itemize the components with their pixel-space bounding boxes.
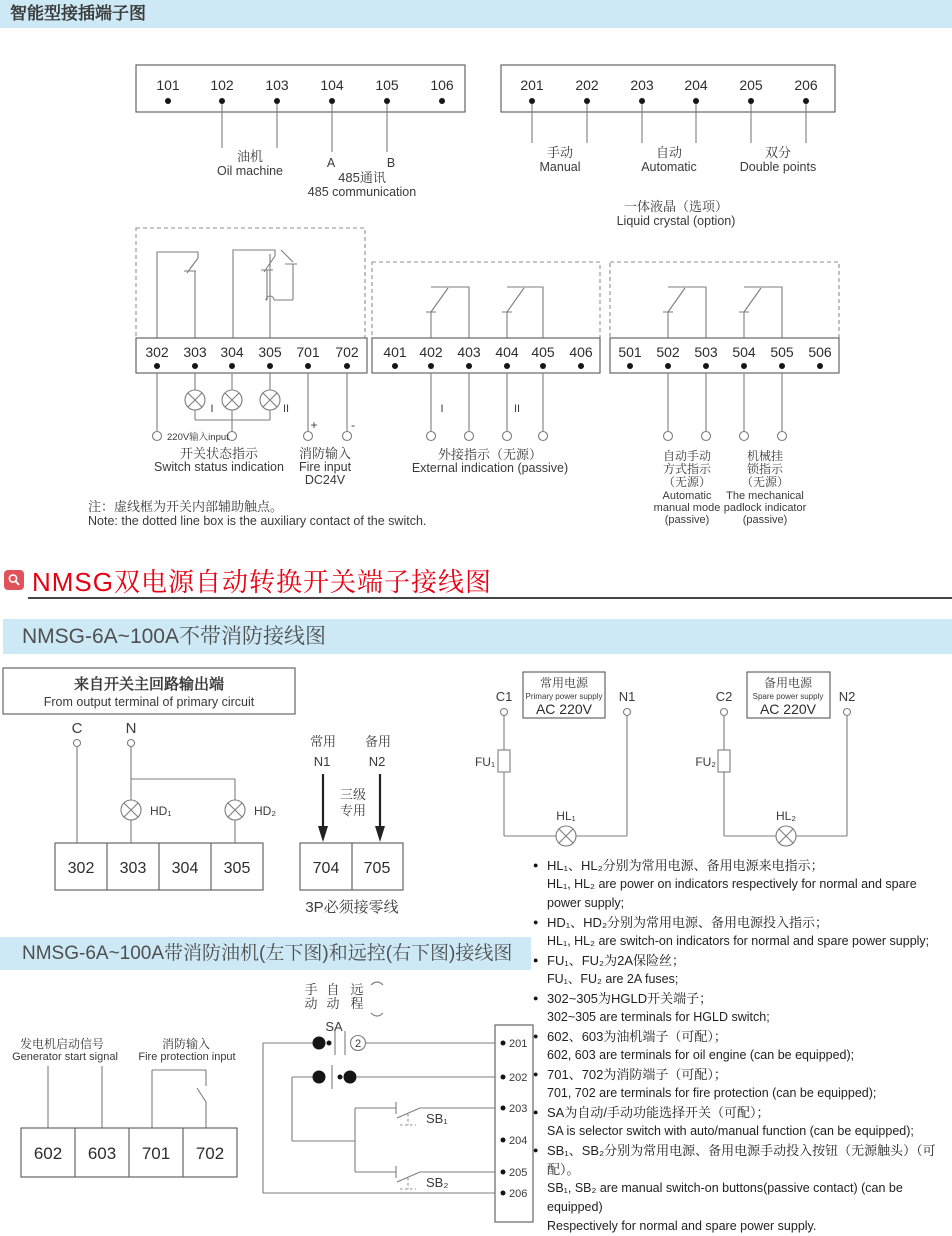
terminal-701: 701 — [141, 1144, 171, 1163]
sel-auto-char1: 自 — [326, 982, 340, 997]
list-item — [533, 1141, 952, 1236]
n2-terminal-circle — [844, 709, 851, 716]
psu2-voltage: AC 220V — [759, 701, 817, 717]
terminal-strip-201-206 — [501, 65, 835, 228]
fire-remote-wiring-diagram — [0, 972, 535, 1235]
sel-auto-char2: 动 — [326, 996, 340, 1011]
terminal-201: 201 — [520, 77, 544, 93]
fire-protection-label-en: Fire protection input — [138, 1051, 236, 1063]
aux-contact-box-2 — [372, 262, 600, 475]
padlock-label-en3: (passive) — [742, 514, 788, 526]
terminal-105: 105 — [375, 77, 399, 93]
double-label-zh: 双分 — [764, 145, 792, 160]
note-en: 701, 702 are terminals for fire protection (can be equipped); — [547, 1086, 877, 1100]
wiring — [48, 1066, 206, 1128]
output-terminal-circle — [503, 432, 512, 441]
three-pole-label-2: 专用 — [339, 803, 367, 818]
selector-wiring — [263, 1031, 495, 1193]
hl1-label: HL₁ — [556, 809, 576, 823]
comm-label-en: 485 communication — [307, 185, 417, 199]
output-terminal-circle — [664, 432, 673, 441]
list-item — [533, 1065, 952, 1103]
terminal-104: 104 — [320, 77, 344, 93]
comm-label-zh: 485通讯 — [338, 170, 386, 185]
roman-i-label: I — [440, 403, 444, 415]
terminal-406: 406 — [569, 344, 593, 360]
terminal-201: 201 — [509, 1038, 528, 1050]
contact-symbols — [663, 287, 782, 338]
psu1-label-en: Primary power supply — [525, 692, 603, 701]
note-en: FU₁、FU₂ are 2A fuses; — [547, 972, 679, 986]
spare-label-zh: 备用 — [364, 734, 392, 749]
terminal-205: 205 — [739, 77, 763, 93]
hl2-label: HL₂ — [776, 809, 796, 823]
position-dot-small — [338, 1075, 343, 1080]
sb2-contact — [355, 1166, 495, 1182]
terminal-701: 701 — [296, 344, 320, 360]
note-text-en: Note: the dotted line box is the auxiliary contact of the switch. — [88, 514, 427, 528]
page-title: 智能型接插端子图 — [10, 4, 146, 23]
sel-manual-char1: 手 — [304, 982, 318, 997]
psu2-label-en: Spare power supply — [752, 692, 824, 701]
psu1-label-zh: 常用电源 — [539, 676, 589, 690]
arrow-head — [318, 826, 328, 842]
psu2-label-zh: 备用电源 — [763, 676, 813, 690]
auto-label-en: Automatic — [641, 160, 697, 174]
oil-machine-label-zh: 油机 — [236, 149, 264, 164]
terminal-505: 505 — [770, 344, 794, 360]
fire-input-label-zh: 消防输入 — [298, 446, 352, 461]
fuse-symbol-fu2 — [718, 750, 730, 772]
hd-lamp-symbols — [121, 800, 245, 820]
bullet-icon: ● — [533, 1107, 539, 1117]
sa-label: SA — [325, 1019, 343, 1034]
note-en: 302~305 are terminals for HGLD switch; — [547, 1010, 770, 1024]
spare-power-circuit — [695, 672, 855, 846]
minus-sign: - — [351, 418, 355, 432]
lead-lines — [532, 104, 806, 143]
auto-manual-label-en1: Automatic — [662, 490, 712, 502]
double-label-en: Double points — [739, 160, 817, 174]
section-bar-no-fire — [3, 619, 952, 654]
sa-selector-switch — [263, 982, 495, 1193]
primary-power-circuit — [475, 672, 635, 846]
input-terminal-circle — [343, 432, 352, 441]
padlock-label-zh1: 机械挂 — [746, 449, 784, 463]
auto-label-zh: 自动 — [655, 145, 683, 160]
output-terminal-circle — [427, 432, 436, 441]
terminal-dots — [165, 98, 445, 104]
terminal-101: 101 — [156, 77, 180, 93]
n2-label: N2 — [368, 754, 386, 769]
terminal-206: 206 — [509, 1188, 528, 1200]
padlock-label-en1: The mechanical — [726, 490, 804, 502]
v220-input-label: 220V输入input — [167, 432, 229, 443]
position-dot-large — [313, 1071, 326, 1084]
note-text-zh: 注：虚线框为开关内部辅助触点。 — [88, 499, 284, 514]
terminal-304: 304 — [220, 344, 244, 360]
aux-contact-box-1 — [136, 228, 367, 487]
input-terminal-circle — [304, 432, 313, 441]
fire-input-label-en: Fire input — [298, 460, 352, 474]
plus-sign: + — [310, 418, 318, 432]
switch-status-label-zh: 开关状态指示 — [179, 446, 259, 461]
n-terminal-circle — [128, 740, 135, 747]
n1-label: N1 — [618, 689, 636, 704]
terminal-504: 504 — [732, 344, 756, 360]
manual-label-zh: 手动 — [546, 145, 574, 160]
auto-manual-label-zh1: 自动手动 — [662, 449, 712, 463]
source-box-label-en: From output terminal of primary circuit — [43, 695, 255, 709]
hd2-label: HD₂ — [254, 804, 276, 818]
list-item — [533, 1027, 952, 1065]
terminal-202: 202 — [575, 77, 599, 93]
input-terminal-circle — [228, 432, 237, 441]
list-item — [533, 951, 952, 989]
terminal-203: 203 — [630, 77, 654, 93]
remote-position-number: 2 — [354, 1038, 362, 1050]
lead-lines — [222, 104, 387, 152]
fu1-label: FU₁ — [474, 755, 495, 769]
roman-ii-label: II — [282, 403, 290, 415]
output-terminal-circle — [465, 432, 474, 441]
n1-terminal-circle — [624, 709, 631, 716]
terminal-strip-101-106 — [136, 65, 465, 199]
contact-symbols — [426, 287, 543, 338]
terminal-303: 303 — [119, 860, 147, 877]
terminal-206: 206 — [794, 77, 818, 93]
output-terminal-circle — [778, 432, 787, 441]
note-zh: 302~305为HGLD开关端子； — [547, 991, 713, 1006]
note-en: HL₁, HL₂ are power on indicators respectively for normal and spare power supply; — [547, 877, 917, 910]
terminal-404: 404 — [495, 344, 519, 360]
position-dot-large — [344, 1071, 357, 1084]
terminal-402: 402 — [419, 344, 443, 360]
c1-terminal-circle — [501, 709, 508, 716]
list-item — [533, 913, 952, 951]
auto-manual-label-en3: (passive) — [664, 514, 710, 526]
generator-label-zh: 发电机启动信号 — [19, 1037, 105, 1051]
output-terminal-circle — [740, 432, 749, 441]
hl2-lamp-symbol — [776, 826, 796, 846]
manual-label-en: Manual — [539, 160, 581, 174]
bullet-icon: ● — [533, 860, 539, 870]
terminal-202: 202 — [509, 1072, 528, 1084]
hl1-lamp-symbol — [556, 826, 576, 846]
lcd-label-en: Liquid crystal (option) — [616, 214, 736, 228]
roman-i-label: I — [210, 403, 214, 415]
phase-c-label: C — [71, 720, 83, 737]
source-box-label-zh: 来自开关主回路输出端 — [73, 676, 225, 693]
terminal-305: 305 — [258, 344, 282, 360]
contact-cluster-a — [157, 252, 198, 338]
terminal-203: 203 — [509, 1103, 528, 1115]
list-item — [533, 989, 952, 1027]
section-bar-with-fire — [0, 937, 531, 970]
output-terminal-circle — [702, 432, 711, 441]
bullet-icon: ● — [533, 955, 539, 965]
terminal-dots — [529, 98, 809, 104]
sel-manual-char2: 动 — [304, 996, 318, 1011]
list-item — [533, 1103, 952, 1141]
n1-label: N1 — [313, 754, 331, 769]
fu2-label: FU₂ — [695, 755, 716, 769]
lead-lines — [668, 373, 782, 431]
c2-label: C2 — [715, 689, 733, 704]
bullet-icon: ● — [533, 1145, 539, 1155]
lcd-label-zh: 一体液晶（选项） — [623, 199, 729, 214]
terminal-506: 506 — [808, 344, 832, 360]
terminal-501: 501 — [618, 344, 642, 360]
terminal-503: 503 — [694, 344, 718, 360]
aux-contact-box-3 — [610, 262, 839, 526]
padlock-label-en2: padlock indicator — [723, 502, 807, 514]
c2-terminal-circle — [721, 709, 728, 716]
terminal-205: 205 — [509, 1167, 528, 1179]
terminal-303: 303 — [183, 344, 207, 360]
wiring — [77, 747, 235, 843]
red-heading-text: NMSG双电源自动转换开关端子接线图 — [32, 566, 493, 597]
note-zh: SA为自动/手动功能选择开关（可配）； — [547, 1105, 770, 1120]
terminal-302: 302 — [145, 344, 169, 360]
arrow-head — [375, 826, 385, 842]
note-zh: 602、603为油机端子（可配）； — [547, 1029, 727, 1044]
rs485-b-label: B — [386, 156, 396, 170]
oil-machine-label-en: Oil machine — [217, 164, 283, 178]
bullet-icon: ● — [533, 917, 539, 927]
note-en2: Respectively for normal and spare power supply. — [547, 1219, 817, 1233]
position-dot-small — [327, 1041, 332, 1046]
switch-status-label-en: Switch status indication — [154, 460, 284, 474]
auto-manual-label-en2: manual mode — [653, 502, 721, 514]
notes-list — [533, 856, 952, 1236]
note-en: SB₁, SB₂ are manual switch-on buttons(passive contact) (can be equipped) — [547, 1181, 903, 1214]
sel-remote-char1: 远 — [350, 982, 364, 997]
padlock-label-zh2: 锁指示 — [746, 462, 784, 476]
auto-manual-label-zh2: 方式指示 — [662, 462, 712, 476]
terminal-302: 302 — [67, 860, 95, 877]
note-zh: HD₁、HD₂分别为常用电源、备用电源投入指示； — [547, 915, 828, 930]
external-indication-label-zh: 外接指示（无源） — [437, 447, 543, 462]
note-en: 602, 603 are terminals for oil engine (can be equipped); — [547, 1048, 855, 1062]
c-terminal-circle — [74, 740, 81, 747]
note-en: HL₁, HL₂ are switch-on indicators for normal and spare power supply; — [547, 934, 930, 948]
lamp-symbols — [185, 390, 280, 410]
note-3p: 3P必须接零线 — [305, 899, 399, 916]
bullet-icon: ● — [533, 1031, 539, 1041]
sb1-label: SB₁ — [426, 1111, 448, 1126]
terminal-401: 401 — [383, 344, 407, 360]
terminal-box-201-206 — [495, 1025, 533, 1222]
plug-terminal-diagram — [0, 30, 952, 558]
terminal-603: 603 — [87, 1144, 117, 1163]
lead-lines — [431, 373, 543, 431]
bullet-icon: ● — [533, 993, 539, 1003]
three-pole-label-1: 三级 — [339, 787, 367, 802]
terminal-305: 305 — [223, 860, 251, 877]
primary-circuit-output — [3, 668, 295, 890]
note-zh: 701、702为消防端子（可配）； — [547, 1067, 727, 1082]
output-terminal-circle — [539, 432, 548, 441]
red-heading — [0, 562, 952, 598]
psu1-voltage: AC 220V — [535, 701, 593, 717]
list-item — [533, 856, 952, 913]
terminal-103: 103 — [265, 77, 289, 93]
section-bar-with-fire-text: NMSG-6A~100A带消防油机(左下图)和远控(右下图)接线图 — [22, 943, 513, 964]
fire-input-voltage: DC24V — [304, 473, 346, 487]
terminal-106: 106 — [430, 77, 454, 93]
n2-label: N2 — [838, 689, 856, 704]
terminal-602: 602 — [33, 1144, 63, 1163]
page-header-bar — [0, 0, 952, 28]
contact-cluster-b — [233, 250, 297, 338]
note-zh: HL₁、HL₂分别为常用电源、备用电源来电指示； — [547, 858, 824, 873]
generator-label-en: Generator start signal — [12, 1051, 118, 1063]
rs485-a-label: A — [326, 156, 336, 170]
magnifier-icon — [4, 570, 24, 590]
terminal-502: 502 — [656, 344, 680, 360]
note-en: SA is selector switch with auto/manual function (can be equipped); — [547, 1124, 914, 1138]
neutral-terminals-704-705 — [300, 734, 403, 916]
input-terminal-circle — [153, 432, 162, 441]
terminal-204: 204 — [684, 77, 708, 93]
sb1-contact — [355, 1102, 495, 1118]
terminal-705: 705 — [363, 860, 391, 877]
neutral-n-label: N — [125, 720, 137, 737]
sel-remote-char2: 程 — [350, 996, 364, 1011]
terminal-204: 204 — [509, 1135, 528, 1147]
note-zh: SB₁、SB₂分别为常用电源、备用电源手动投入按钮（无源触头）（可配）。 — [547, 1143, 936, 1177]
sb-pushbuttons — [355, 1102, 495, 1190]
sb2-label: SB₂ — [426, 1175, 449, 1190]
terminal-405: 405 — [531, 344, 555, 360]
vertical-parens — [371, 982, 383, 1016]
terminal-702: 702 — [335, 344, 359, 360]
heading-rule — [28, 597, 952, 599]
bullet-icon: ● — [533, 1069, 539, 1079]
external-indication-label-en: External indication (passive) — [411, 461, 569, 475]
fire-protection-label-zh: 消防输入 — [161, 1037, 211, 1051]
auto-manual-label-zh3: （无源） — [662, 475, 712, 489]
normal-label-zh: 常用 — [309, 734, 337, 749]
roman-ii-label: II — [513, 403, 521, 415]
hd1-label: HD₁ — [150, 804, 172, 818]
terminal-304: 304 — [171, 860, 199, 877]
position-dot-large — [313, 1037, 326, 1050]
terminal-702: 702 — [195, 1144, 225, 1163]
generator-fire-terminals — [12, 1036, 237, 1177]
note-zh: FU₁、FU₂为2A保险丝； — [547, 953, 685, 968]
terminal-704: 704 — [312, 860, 340, 877]
padlock-label-zh3: （无源） — [740, 475, 790, 489]
c1-label: C1 — [495, 689, 513, 704]
terminal-403: 403 — [457, 344, 481, 360]
fuse-symbol-fu1 — [498, 750, 510, 772]
terminal-102: 102 — [210, 77, 234, 93]
section-bar-no-fire-text: NMSG-6A~100A不带消防接线图 — [22, 625, 326, 648]
